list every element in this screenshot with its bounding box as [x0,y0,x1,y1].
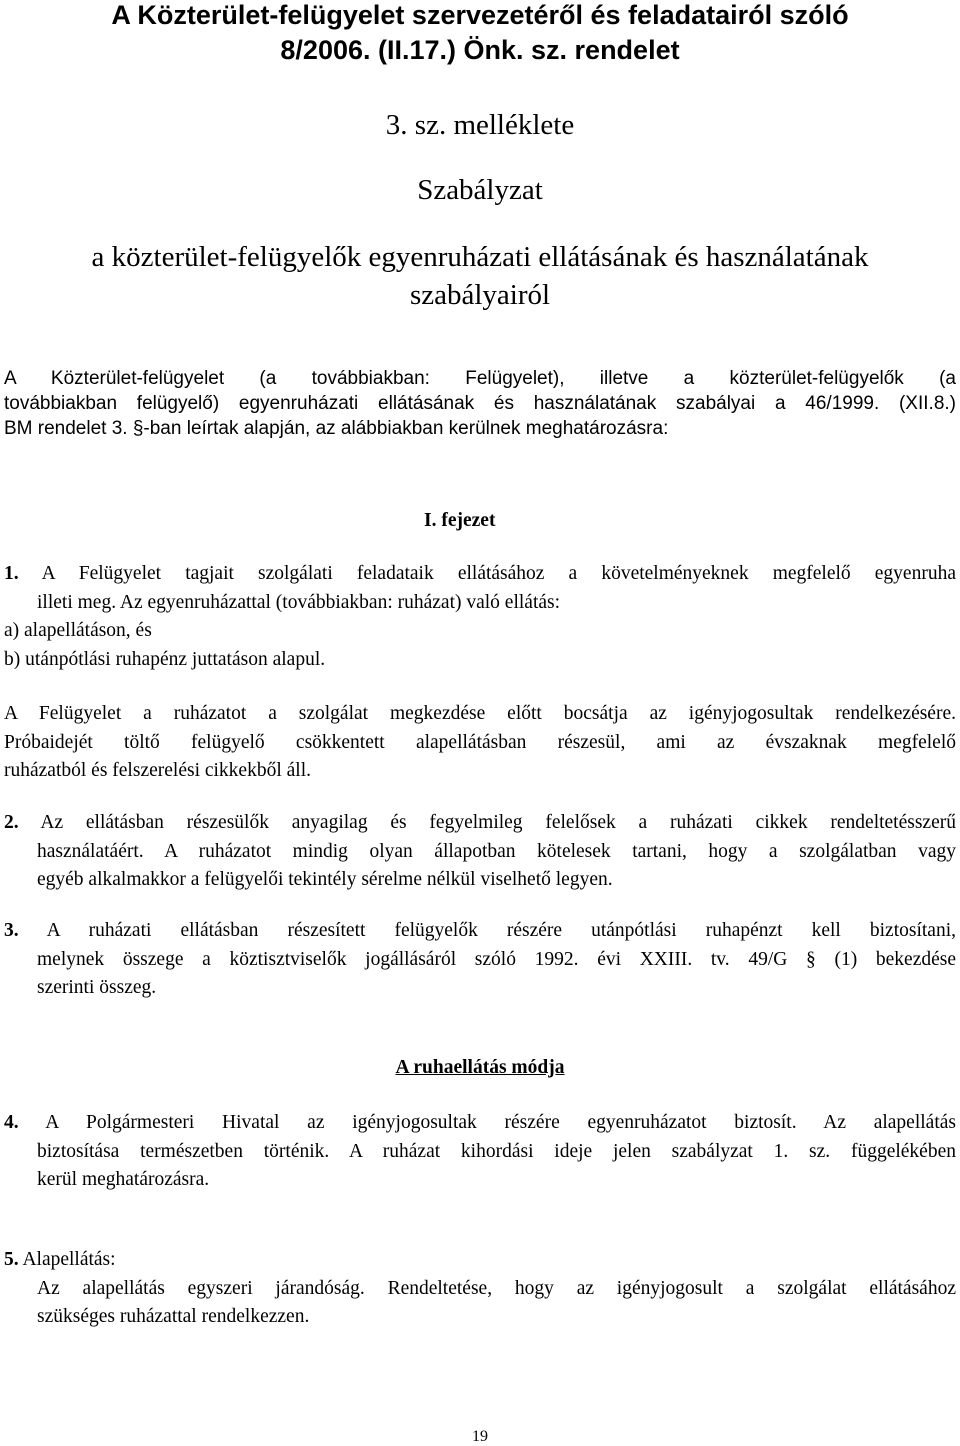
subject-line-2: szabályairól [409,279,551,311]
section-2-line-3: egyéb alkalmakkor a felügyelői tekintély sérelme nélkül viselhető legyen. [37,869,613,890]
section-1-item-a: a) alapellátáson, és [4,620,152,641]
page-number: 19 [472,1428,488,1445]
section-1-p2-line-3: ruházatból és felszerelési cikkekből áll. [4,760,311,781]
section-1-item-b: b) utánpótlási ruhapénz juttatáson alapul. [4,648,326,670]
title-line-1: A Közterület-felügyelet szervezetéről és feladatairól szóló [111,0,849,30]
title-line-2: 8/2006. (II.17.) Önk. sz. rendelet [280,35,680,65]
section-2-line-2: használatáért. A ruházatot mindig olyan állapotban kötelesek tartani, hogy a szolgálatban vagy [37,840,956,862]
section-2 [4,809,956,895]
section-3-line-3: szerinti összeg. [37,977,157,998]
chapter-heading: I. fejezet [424,510,496,531]
section-heading-ruhaellatas: A ruhaellátás módja [395,1057,565,1078]
section-1-line-2: illeti meg. Az egyenruházattal (továbbiakban: ruházat) való ellátás: [37,591,561,613]
section-4-line-2: biztosítása természetben történik. A ruházat kihordási ideje jelen szabályzat 1. sz. függelékében [37,1140,956,1162]
section-5-title: Alapellátás: [22,1249,116,1270]
section-4 [4,1109,956,1195]
section-5-line-2: szükséges ruházattal rendelkezzen. [37,1306,310,1327]
section-3-line-1: A ruházati ellátásban részesített felügyelők részére utánpótlási ruhapénzt kell biztosítani, [46,920,956,941]
section-2-line-1: Az ellátásban részesülők anyagilag és fegyelmileg felelősek a ruházati cikkek rendeltetésszerű [40,812,956,833]
section-1-paragraph-2 [4,700,956,786]
section-1-p2-line-1: A Felügyelet a ruházatot a szolgálat megkezdése előtt bocsátja az igényjogosultak rendelkezésére. [4,703,956,724]
section-1-line-1: A Felügyelet tagjait szolgálati feladataik ellátásához a követelményeknek megfelelő egyenruha [41,563,956,584]
section-1 [4,560,956,674]
section-5 [4,1246,956,1332]
section-4-line-3: kerül meghatározásra. [37,1169,210,1190]
intro-line-1: A Közterület-felügyelet (a továbbiakban: Felügyelet), illetve a közterület-felügyelők (a [4,368,956,389]
section-2-number: 2. [4,812,19,833]
section-5-number: 5. [4,1249,19,1270]
annex-title: 3. sz. melléklete [385,109,575,141]
intro-line-2: továbbiakban felügyelő) egyenruházati ellátásának és használatának szabályai a 46/1999. (XII.8.) [4,393,956,414]
section-1-number: 1. [4,563,19,584]
section-4-line-1: A Polgármesteri Hivatal az igényjogosultak részére egyenruházatot biztosít. Az alapellátás [45,1112,956,1133]
section-4-number: 4. [4,1112,19,1133]
section-5-line-1: Az alapellátás egyszeri járandóság. Rendeltetése, hogy az igényjogosult a szolgálat ellátásához [37,1277,956,1299]
section-3-line-2: melynek összege a köztisztviselők jogállásáról szóló 1992. évi XXIII. tv. 49/G § (1) bekezdése [37,948,956,970]
intro-paragraph [4,366,956,441]
intro-line-3: BM rendelet 3. §-ban leírtak alapján, az alábbiakban kerülnek meghatározásra: [4,418,669,439]
subject-line-1: a közterület-felügyelők egyenruházati ellátásának és használatának [91,241,869,273]
doc-type-title: Szabályzat [417,174,543,206]
section-1-p2-line-2: Próbaidejét töltő felügyelő csökkentett alapellátásban részesül, ami az évszaknak megfelelő [4,731,956,753]
section-3 [4,917,956,1003]
section-3-number: 3. [4,920,19,941]
